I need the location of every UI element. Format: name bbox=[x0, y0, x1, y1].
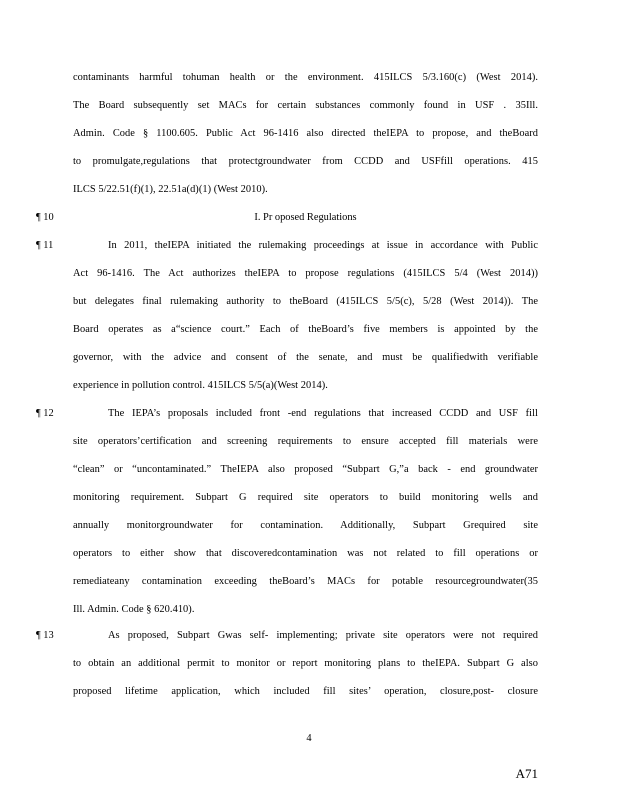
text-line: Board operates as a“science court.” Each of theBoard’s five members is appointed by the bbox=[73, 324, 538, 335]
text-line: site operators’certification and screening requirements to ensure accepted fill materials were bbox=[73, 436, 538, 447]
text-line: governor, with the advice and consent of the senate, and must be qualifiedwith verifiable bbox=[73, 352, 538, 363]
text-line: Ill. Admin. Code § 620.410). bbox=[73, 604, 195, 615]
exhibit-label: A71 bbox=[515, 766, 538, 781]
text-line: contaminants harmful tohuman health or the environment. 415ILCS 5/3.160(c) (West 2014). bbox=[73, 72, 538, 83]
text-line: The IEPA’s proposals included front -end regulations that increased CCDD and USF fill bbox=[108, 408, 538, 419]
text-line: monitoring requirement. Subpart G required site operators to build monitoring wells and bbox=[73, 492, 538, 503]
page-number: 4 bbox=[306, 733, 312, 744]
text-line: proposed lifetime application, which included fill sites’ operation, closure,post- closure bbox=[73, 686, 538, 697]
text-line: Act 96-1416. The Act authorizes theIEPA to propose regulations (415ILCS 5/4 (West 2014)) bbox=[73, 268, 538, 279]
paragraph-mark: ¶ 10 bbox=[36, 212, 54, 223]
text-line: Admin. Code § 1100.605. Public Act 96-1416 also directed theIEPA to propose, and theBoard bbox=[73, 128, 538, 139]
section-heading: I. Pr oposed Regulations bbox=[254, 212, 357, 223]
text-line: experience in pollution control. 415ILCS 5/5(a)(West 2014). bbox=[73, 380, 328, 391]
text-line: to promulgate,regulations that protectgroundwater from CCDD and USFfill operations. 415 bbox=[73, 156, 538, 167]
text-line: operators to either show that discoveredcontamination was not related to fill operations or bbox=[73, 548, 538, 559]
paragraph-mark: ¶ 12 bbox=[36, 408, 54, 419]
text-line: In 2011, theIEPA initiated the rulemaking proceedings at issue in accordance with Public bbox=[108, 240, 538, 251]
text-line: to obtain an additional permit to monitor or report monitoring plans to theIEPA. Subpart G also bbox=[73, 658, 538, 669]
paragraph-mark: ¶ 11 bbox=[36, 240, 54, 251]
text-line: The Board subsequently set MACs for certain substances commonly found in USF . 35Ill. bbox=[73, 100, 538, 111]
text-line: annually monitorgroundwater for contamination. Additionally, Subpart Grequired site bbox=[73, 520, 538, 531]
text-line: but delegates final rulemaking authority to theBoard (415ILCS 5/5(c), 5/28 (West 2014)). The bbox=[73, 296, 538, 307]
paragraph-mark: ¶ 13 bbox=[36, 630, 54, 641]
text-line: “clean” or “uncontaminated.” TheIEPA also proposed “Subpart G,”a back - end groundwater bbox=[73, 464, 538, 475]
text-line: ILCS 5/22.51(f)(1), 22.51a(d)(1) (West 2010). bbox=[73, 184, 268, 195]
text-line: remediateany contamination exceeding theBoard’s MACs for potable resourcegroundwater(35 bbox=[73, 576, 538, 587]
text-line: As proposed, Subpart Gwas self- implementing; private site operators were not required bbox=[108, 630, 538, 641]
